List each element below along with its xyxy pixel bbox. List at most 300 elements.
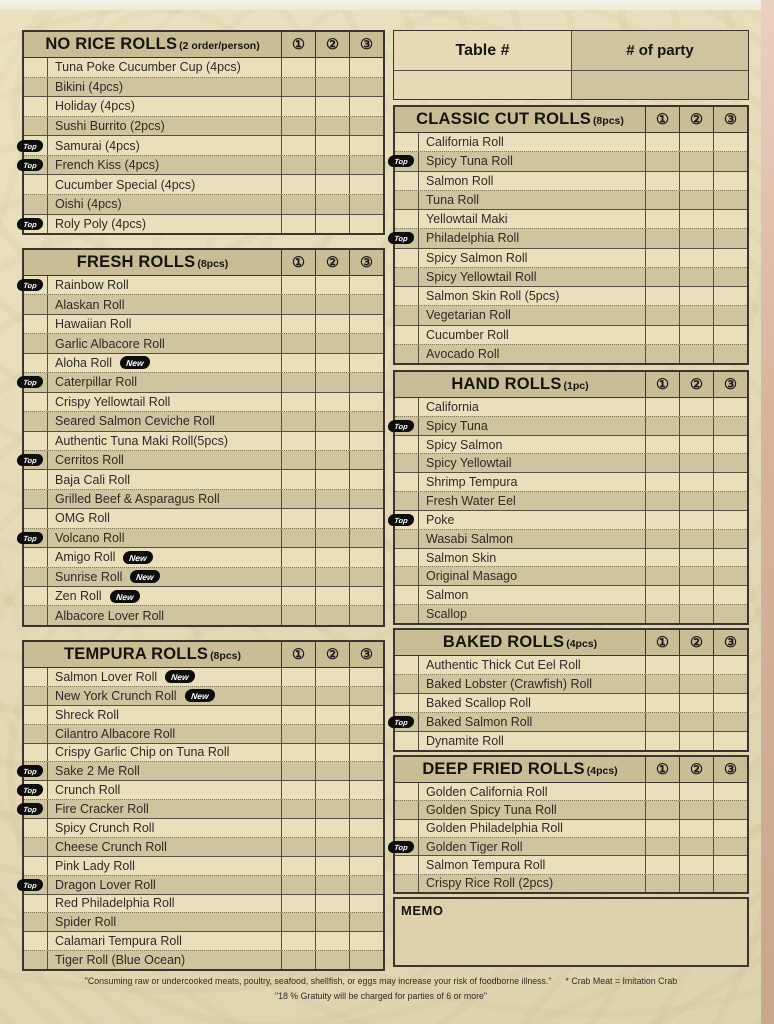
order-qty-cell-2[interactable] [315,568,349,586]
order-qty-cell-2[interactable] [315,587,349,605]
order-qty-cell-1[interactable] [281,606,315,624]
order-qty-cell-1[interactable] [281,762,315,780]
top-seller-badge: Top [16,376,43,388]
row-badge-gutter [24,913,47,931]
order-qty-cell-3[interactable] [349,470,383,488]
order-qty-cell-3[interactable] [349,432,383,450]
order-qty-cell-3[interactable] [349,857,383,875]
order-qty-cell-3[interactable] [349,744,383,762]
order-qty-cell-2[interactable] [679,605,713,623]
order-qty-cell-1[interactable] [645,133,679,151]
check-column-3-icon: ③ [713,372,747,398]
section-no-rice [22,30,385,235]
order-qty-cell-3[interactable] [349,913,383,931]
order-qty-cell-3[interactable] [713,152,747,170]
order-qty-cell-3[interactable] [349,78,383,97]
order-qty-cell-2[interactable] [315,895,349,913]
order-qty-cell-3[interactable] [349,195,383,214]
order-qty-cell-3[interactable] [349,509,383,527]
order-qty-cell-1[interactable] [281,913,315,931]
menu-item-name [47,373,281,391]
order-qty-cell-3[interactable] [349,838,383,856]
order-qty-cell-1[interactable] [281,451,315,469]
menu-item-label: Albacore Lover Roll [55,608,165,623]
order-qty-cell-1[interactable] [645,454,679,472]
order-qty-cell-1[interactable] [645,249,679,267]
order-qty-cell-3[interactable] [349,315,383,333]
order-qty-cell-1[interactable] [281,195,315,214]
order-qty-cell-2[interactable] [679,172,713,190]
order-qty-cell-1[interactable] [645,511,679,529]
row-badge-gutter [395,326,418,344]
order-qty-cell-1[interactable] [281,568,315,586]
order-qty-cell-1[interactable] [645,287,679,305]
menu-item-row [24,780,383,799]
order-qty-cell-2[interactable] [315,451,349,469]
order-qty-cell-1[interactable] [281,97,315,116]
order-qty-cell-2[interactable] [679,732,713,750]
order-qty-cell-2[interactable] [315,373,349,391]
order-qty-cell-3[interactable] [349,373,383,391]
order-qty-cell-3[interactable] [349,762,383,780]
menu-item-label: Dynamite Roll [426,734,504,748]
order-qty-cell-1[interactable] [281,800,315,818]
row-badge-gutter [24,295,47,313]
order-qty-cell-1[interactable] [281,548,315,566]
order-qty-cell-2[interactable] [679,454,713,472]
order-qty-cell-2[interactable] [315,800,349,818]
order-qty-cell-2[interactable] [315,136,349,155]
order-qty-cell-1[interactable] [645,801,679,818]
order-qty-cell-2[interactable] [315,819,349,837]
order-qty-cell-1[interactable] [645,326,679,344]
order-qty-cell-1[interactable] [281,725,315,743]
menu-item-label: Crispy Yellowtail Roll [55,394,171,409]
menu-item-row [24,276,383,294]
order-qty-cell-1[interactable] [281,490,315,508]
menu-item-name [47,215,281,234]
order-qty-cell-3[interactable] [349,876,383,894]
menu-item-label: Seared Salmon Ceviche Roll [55,414,215,429]
order-qty-cell-3[interactable] [713,586,747,604]
order-qty-cell-1[interactable] [645,605,679,623]
order-qty-cell-2[interactable] [315,78,349,97]
order-qty-cell-2[interactable] [679,530,713,548]
order-qty-cell-2[interactable] [315,932,349,950]
order-qty-cell-2[interactable] [315,548,349,566]
order-qty-cell-3[interactable] [713,417,747,435]
order-qty-cell-3[interactable] [349,895,383,913]
order-qty-cell-2[interactable] [679,567,713,585]
section-title-cell [395,372,645,398]
order-qty-cell-2[interactable] [679,656,713,674]
order-qty-cell-1[interactable] [281,668,315,686]
section-title-cell [24,250,281,276]
order-qty-cell-1[interactable] [645,820,679,837]
order-qty-cell-2[interactable] [679,675,713,693]
order-qty-cell-1[interactable] [645,567,679,585]
menu-item-row [24,135,383,155]
order-qty-cell-2[interactable] [315,951,349,969]
order-qty-cell-1[interactable] [281,529,315,547]
order-qty-cell-3[interactable] [713,398,747,416]
section-subtitle: (8pcs) [197,258,229,270]
order-qty-cell-3[interactable] [713,675,747,693]
menu-item-label: Scallop [426,607,467,622]
section-no-rice-header [24,32,383,58]
top-seller-badge: Top [16,218,43,230]
order-qty-cell-2[interactable] [679,345,713,363]
order-qty-cell-2[interactable] [679,473,713,491]
order-qty-cell-3[interactable] [349,136,383,155]
menu-item-row [24,799,383,818]
order-qty-cell-2[interactable] [679,268,713,286]
order-qty-cell-3[interactable] [713,713,747,731]
menu-item-label: Cheese Crunch Roll [55,839,167,854]
order-qty-cell-3[interactable] [713,436,747,454]
order-qty-cell-1[interactable] [645,530,679,548]
order-qty-cell-3[interactable] [713,820,747,837]
menu-item-label: Baked Salmon Roll [426,715,533,729]
order-qty-cell-2[interactable] [679,210,713,228]
order-qty-cell-3[interactable] [713,473,747,491]
order-qty-cell-3[interactable] [713,694,747,712]
section-tempura [22,640,385,971]
order-qty-cell-3[interactable] [349,412,383,430]
order-qty-cell-3[interactable] [349,725,383,743]
menu-item-row [395,267,747,286]
order-qty-cell-3[interactable] [349,156,383,175]
order-qty-cell-1[interactable] [645,345,679,363]
order-qty-cell-2[interactable] [679,511,713,529]
order-qty-cell-2[interactable] [315,509,349,527]
new-item-badge: New [184,689,215,702]
order-qty-cell-2[interactable] [679,713,713,731]
order-qty-cell-3[interactable] [713,838,747,855]
menu-item-label: Spicy Tuna Roll [426,154,513,169]
order-qty-cell-1[interactable] [645,152,679,170]
order-qty-cell-2[interactable] [679,838,713,855]
order-qty-cell-3[interactable] [713,268,747,286]
order-qty-cell-1[interactable] [645,210,679,228]
order-qty-cell-3[interactable] [713,326,747,344]
menu-item-row [395,286,747,305]
order-qty-cell-1[interactable] [281,295,315,313]
order-qty-cell-1[interactable] [281,470,315,488]
order-qty-cell-2[interactable] [315,687,349,705]
order-qty-cell-2[interactable] [679,436,713,454]
order-qty-cell-3[interactable] [349,451,383,469]
order-qty-cell-1[interactable] [645,473,679,491]
order-qty-cell-1[interactable] [281,117,315,136]
menu-item-name [47,412,281,430]
menu-item-name [418,473,645,491]
order-qty-cell-3[interactable] [349,706,383,724]
order-qty-cell-3[interactable] [349,58,383,77]
order-qty-cell-1[interactable] [645,783,679,800]
order-qty-cell-2[interactable] [679,306,713,324]
order-qty-cell-1[interactable] [281,412,315,430]
order-qty-cell-3[interactable] [713,511,747,529]
table-number-input[interactable] [394,71,571,99]
order-qty-cell-1[interactable] [281,819,315,837]
order-qty-cell-1[interactable] [281,354,315,372]
order-qty-cell-1[interactable] [281,932,315,950]
order-qty-cell-1[interactable] [645,838,679,855]
order-qty-cell-1[interactable] [281,78,315,97]
menu-item-name [418,326,645,344]
order-qty-cell-1[interactable] [281,687,315,705]
order-qty-cell-1[interactable] [645,172,679,190]
order-qty-cell-3[interactable] [713,656,747,674]
row-badge-gutter [24,876,47,894]
order-qty-cell-1[interactable] [281,509,315,527]
order-qty-cell-1[interactable] [281,136,315,155]
order-qty-cell-2[interactable] [315,876,349,894]
order-qty-cell-2[interactable] [679,586,713,604]
order-qty-cell-2[interactable] [679,820,713,837]
order-qty-cell-3[interactable] [713,345,747,363]
order-qty-cell-1[interactable] [645,586,679,604]
order-qty-cell-2[interactable] [315,490,349,508]
order-qty-cell-2[interactable] [315,156,349,175]
order-qty-cell-1[interactable] [281,276,315,294]
order-qty-cell-1[interactable] [645,549,679,567]
order-qty-cell-3[interactable] [713,530,747,548]
order-qty-cell-2[interactable] [679,856,713,873]
order-qty-cell-2[interactable] [315,744,349,762]
order-qty-cell-1[interactable] [281,373,315,391]
order-qty-cell-3[interactable] [349,215,383,234]
order-qty-cell-3[interactable] [349,687,383,705]
order-qty-cell-1[interactable] [645,268,679,286]
menu-item-name [47,276,281,294]
order-qty-cell-3[interactable] [713,133,747,151]
order-qty-cell-1[interactable] [281,857,315,875]
order-qty-cell-2[interactable] [679,549,713,567]
order-qty-cell-1[interactable] [645,694,679,712]
order-qty-cell-1[interactable] [281,393,315,411]
order-qty-cell-1[interactable] [281,334,315,352]
order-qty-cell-2[interactable] [315,838,349,856]
order-qty-cell-3[interactable] [349,175,383,194]
order-qty-cell-2[interactable] [315,97,349,116]
order-qty-cell-3[interactable] [713,605,747,623]
order-qty-cell-2[interactable] [315,857,349,875]
order-qty-cell-1[interactable] [281,315,315,333]
order-qty-cell-3[interactable] [713,549,747,567]
order-qty-cell-1[interactable] [645,856,679,873]
section-no-rice-rows [24,58,383,233]
order-qty-cell-3[interactable] [713,191,747,209]
order-qty-cell-1[interactable] [281,587,315,605]
order-qty-cell-3[interactable] [349,490,383,508]
check-column-1-icon: ① [645,757,679,783]
order-qty-cell-2[interactable] [679,398,713,416]
order-qty-cell-1[interactable] [645,732,679,750]
order-qty-cell-2[interactable] [315,393,349,411]
order-qty-cell-1[interactable] [645,191,679,209]
order-qty-cell-3[interactable] [349,117,383,136]
order-qty-cell-1[interactable] [645,492,679,510]
order-qty-cell-1[interactable] [645,417,679,435]
order-qty-cell-3[interactable] [349,606,383,624]
order-qty-cell-3[interactable] [349,354,383,372]
order-qty-cell-1[interactable] [281,706,315,724]
order-qty-cell-2[interactable] [315,762,349,780]
order-qty-cell-2[interactable] [315,354,349,372]
order-qty-cell-2[interactable] [679,152,713,170]
menu-item-name [47,175,281,194]
order-qty-cell-2[interactable] [679,249,713,267]
row-badge-gutter [395,856,418,873]
order-qty-cell-3[interactable] [349,568,383,586]
order-qty-cell-3[interactable] [713,249,747,267]
order-qty-cell-1[interactable] [645,436,679,454]
order-qty-cell-1[interactable] [281,781,315,799]
order-qty-cell-2[interactable] [315,432,349,450]
order-qty-cell-3[interactable] [713,492,747,510]
order-qty-cell-1[interactable] [645,656,679,674]
order-qty-cell-1[interactable] [645,398,679,416]
order-qty-cell-3[interactable] [349,668,383,686]
order-qty-cell-2[interactable] [315,470,349,488]
order-qty-cell-2[interactable] [315,781,349,799]
row-badge-gutter [24,451,47,469]
menu-item-row [24,431,383,450]
order-qty-cell-3[interactable] [713,875,747,892]
order-qty-cell-2[interactable] [679,326,713,344]
order-qty-cell-2[interactable] [679,191,713,209]
order-qty-cell-2[interactable] [315,725,349,743]
order-qty-cell-2[interactable] [679,783,713,800]
menu-item-name [47,509,281,527]
order-qty-cell-3[interactable] [349,276,383,294]
order-qty-cell-3[interactable] [713,783,747,800]
order-qty-cell-2[interactable] [315,668,349,686]
order-qty-cell-2[interactable] [315,117,349,136]
order-qty-cell-2[interactable] [315,412,349,430]
order-qty-cell-1[interactable] [281,156,315,175]
menu-item-label: Baja Cali Roll [55,472,131,487]
check-column-3-icon: ③ [713,107,747,133]
menu-item-row [24,705,383,724]
order-qty-cell-3[interactable] [713,801,747,818]
order-qty-cell-1[interactable] [281,432,315,450]
order-qty-cell-3[interactable] [349,529,383,547]
order-qty-cell-1[interactable] [281,951,315,969]
menu-item-row [24,950,383,969]
top-seller-badge: Top [387,232,414,244]
order-qty-cell-1[interactable] [281,215,315,234]
order-qty-cell-3[interactable] [713,567,747,585]
order-qty-cell-3[interactable] [349,295,383,313]
order-qty-cell-3[interactable] [349,393,383,411]
menu-item-name [418,605,645,623]
order-qty-cell-3[interactable] [349,951,383,969]
menu-item-name [47,876,281,894]
order-qty-cell-3[interactable] [349,334,383,352]
menu-item-name [47,819,281,837]
order-qty-cell-2[interactable] [679,492,713,510]
order-qty-cell-1[interactable] [281,175,315,194]
new-item-badge: New [123,551,154,564]
order-qty-cell-3[interactable] [349,781,383,799]
order-qty-cell-3[interactable] [713,229,747,247]
order-qty-cell-3[interactable] [349,932,383,950]
order-qty-cell-2[interactable] [315,276,349,294]
order-qty-cell-2[interactable] [315,913,349,931]
order-qty-cell-1[interactable] [281,744,315,762]
order-qty-cell-1[interactable] [281,876,315,894]
order-qty-cell-3[interactable] [713,856,747,873]
order-qty-cell-3[interactable] [349,548,383,566]
menu-item-label: Golden California Roll [426,784,548,799]
row-badge-gutter [395,875,418,892]
order-qty-cell-1[interactable] [645,875,679,892]
order-qty-cell-1[interactable] [645,229,679,247]
order-qty-cell-2[interactable] [315,315,349,333]
order-qty-cell-3[interactable] [713,172,747,190]
order-qty-cell-3[interactable] [349,819,383,837]
order-qty-cell-3[interactable] [713,454,747,472]
order-qty-cell-1[interactable] [281,838,315,856]
order-qty-cell-1[interactable] [281,895,315,913]
row-badge-gutter [24,156,47,175]
order-qty-cell-2[interactable] [315,295,349,313]
order-qty-cell-2[interactable] [679,133,713,151]
order-qty-cell-2[interactable] [315,706,349,724]
order-qty-cell-2[interactable] [679,287,713,305]
order-qty-cell-2[interactable] [679,801,713,818]
order-qty-cell-2[interactable] [315,175,349,194]
menu-item-name [418,417,645,435]
menu-item-label: Avocado Roll [426,346,500,361]
row-badge-gutter [24,781,47,799]
order-qty-cell-2[interactable] [315,529,349,547]
order-qty-cell-2[interactable] [315,195,349,214]
order-qty-cell-3[interactable] [713,210,747,228]
order-qty-cell-3[interactable] [349,800,383,818]
order-qty-cell-2[interactable] [315,215,349,234]
order-qty-cell-2[interactable] [679,694,713,712]
row-badge-gutter [395,152,418,170]
order-qty-cell-2[interactable] [679,229,713,247]
party-size-input[interactable] [571,71,748,99]
order-qty-cell-3[interactable] [349,97,383,116]
order-qty-cell-2[interactable] [679,875,713,892]
menu-item-row [395,209,747,228]
order-qty-cell-1[interactable] [281,58,315,77]
menu-item-row [395,398,747,416]
menu-item-label: Poke [426,512,455,527]
order-qty-cell-1[interactable] [645,306,679,324]
order-qty-cell-2[interactable] [315,58,349,77]
menu-item-name [418,152,645,170]
order-qty-cell-2[interactable] [315,334,349,352]
order-qty-cell-1[interactable] [645,675,679,693]
order-qty-cell-3[interactable] [713,306,747,324]
memo-box[interactable] [393,897,749,967]
order-qty-cell-3[interactable] [349,587,383,605]
row-badge-gutter [395,417,418,435]
order-qty-cell-1[interactable] [645,713,679,731]
order-qty-cell-2[interactable] [315,606,349,624]
order-qty-cell-3[interactable] [713,732,747,750]
order-qty-cell-3[interactable] [713,287,747,305]
order-qty-cell-2[interactable] [679,417,713,435]
row-badge-gutter [24,687,47,705]
